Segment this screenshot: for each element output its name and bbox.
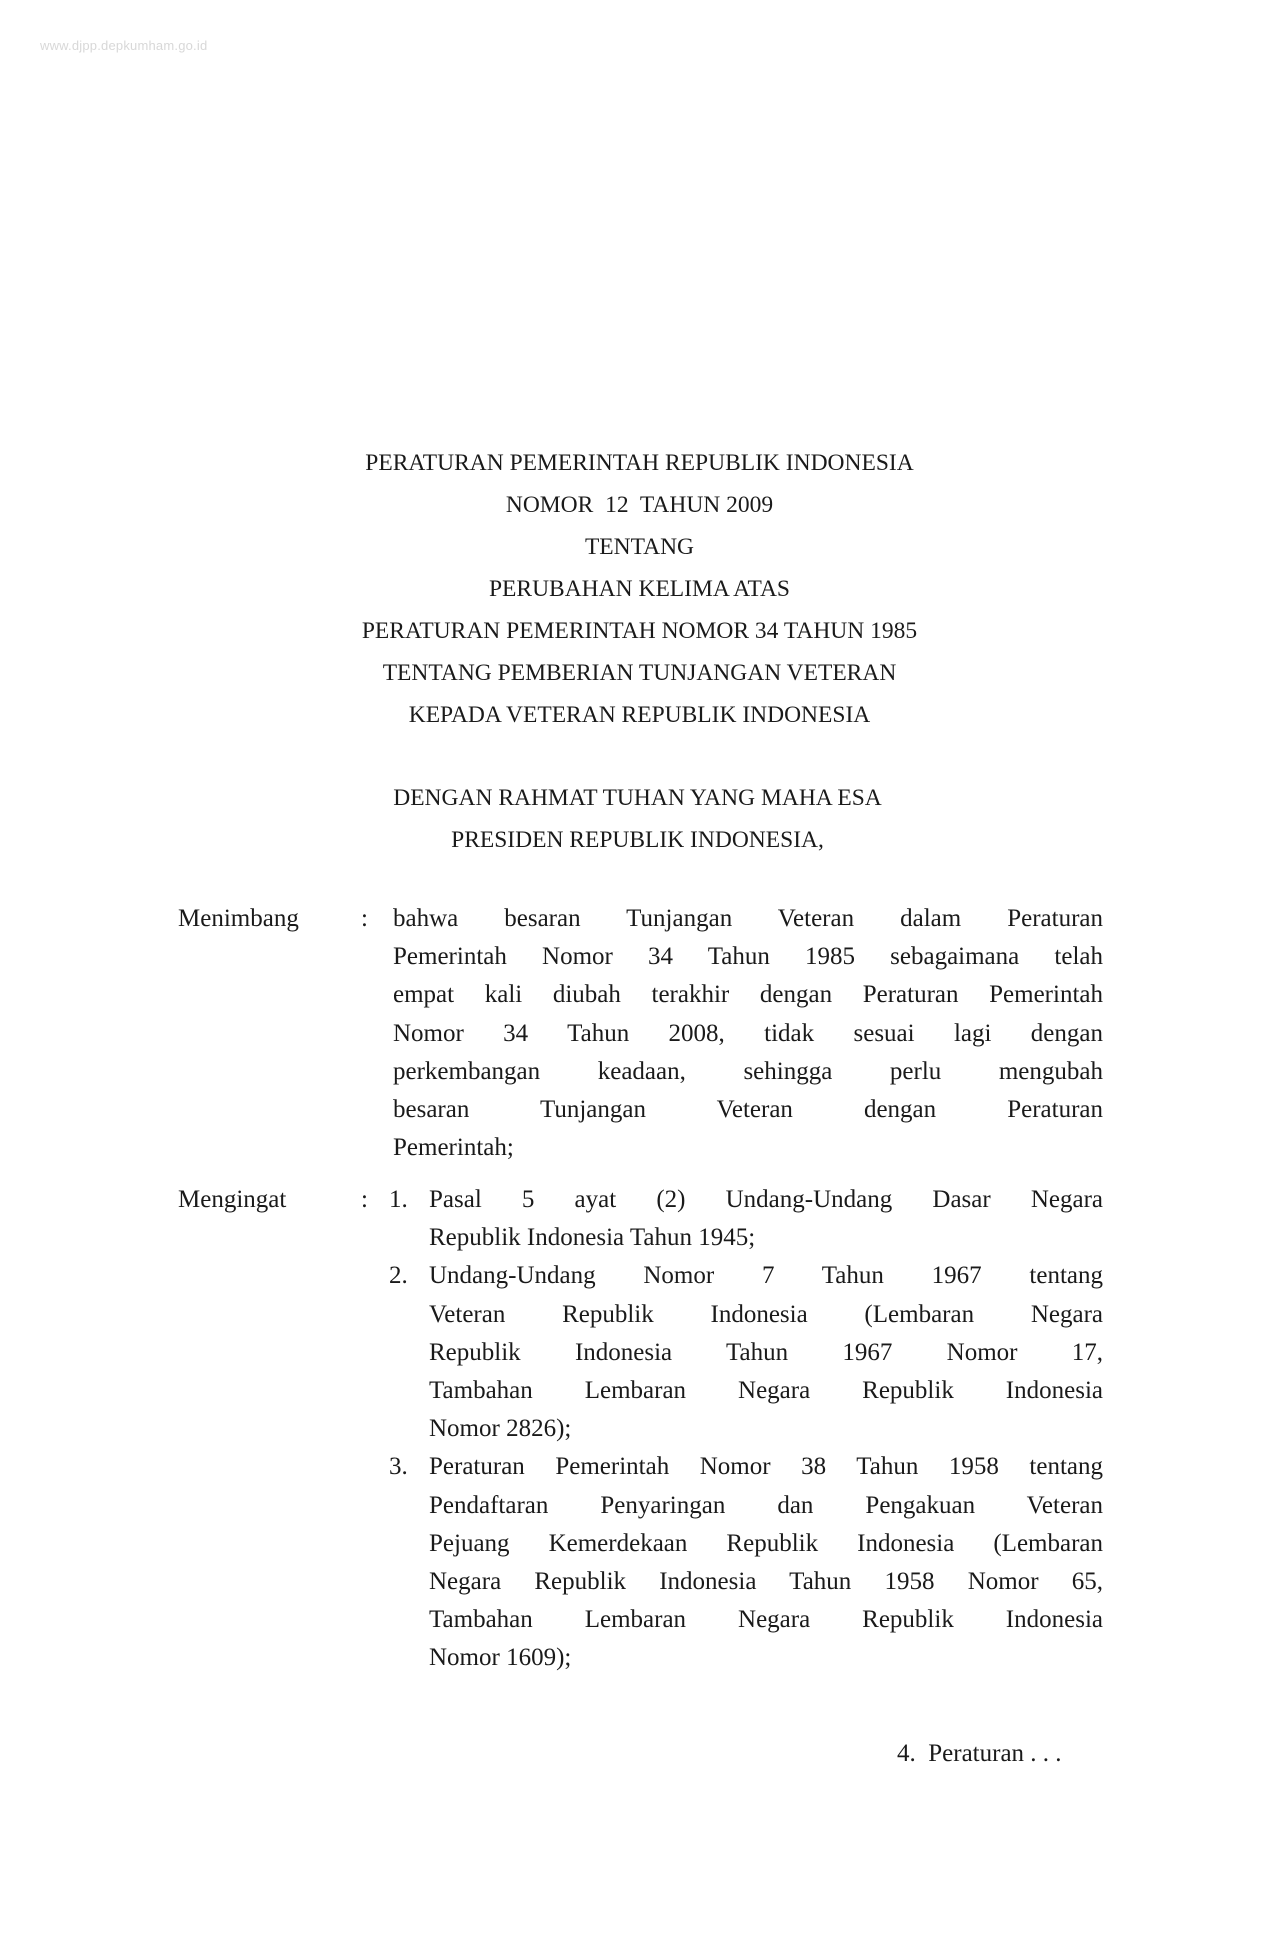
mengingat-colon: :	[361, 1186, 368, 1213]
title-line: KEPADA VETERAN REPUBLIK INDONESIA	[408, 702, 871, 728]
title-line: PERUBAHAN KELIMA ATAS	[488, 576, 791, 602]
title-line: PERATURAN PEMERINTAH NOMOR 34 TAHUN 1985	[361, 618, 918, 644]
text-line: perkembangan keadaan, sehingga perlu mengubah	[393, 1057, 1103, 1085]
text-line: besaran Tunjangan Veteran dengan Peraturan	[393, 1095, 1103, 1123]
text-line: Undang-Undang Nomor 7 Tahun 1967 tentang	[429, 1262, 1103, 1290]
text-line: Nomor 1609);	[429, 1644, 572, 1672]
mengingat-label: Mengingat	[178, 1186, 287, 1213]
menimbang-colon: :	[361, 905, 368, 932]
opening-formula	[0, 777, 1275, 861]
opening-line: DENGAN RAHMAT TUHAN YANG MAHA ESA	[393, 785, 882, 811]
title-line: PERATURAN PEMERINTAH REPUBLIK INDONESIA	[365, 450, 914, 476]
item-number: 2.	[389, 1262, 408, 1290]
item-number: 1.	[389, 1186, 408, 1213]
title-line: TENTANG	[584, 534, 695, 560]
text-line: bahwa besaran Tunjangan Veteran dalam Peraturan	[393, 905, 1103, 932]
opening-line: PRESIDEN REPUBLIK INDONESIA,	[451, 827, 824, 853]
text-line: Nomor 34 Tahun 2008, tidak sesuai lagi dengan	[393, 1019, 1103, 1047]
menimbang-text	[393, 900, 1103, 1167]
text-line: empat kali diubah terakhir dengan Peraturan Pemerintah	[393, 981, 1103, 1009]
text-line: Republik Indonesia Tahun 1967 Nomor 17,	[429, 1338, 1103, 1366]
text-line: Pendaftaran Penyaringan dan Pengakuan Veteran	[429, 1491, 1103, 1519]
text-line: Tambahan Lembaran Negara Republik Indonesia	[429, 1606, 1103, 1634]
menimbang-label: Menimbang	[178, 905, 299, 932]
text-line: Pemerintah Nomor 34 Tahun 1985 sebagaimana telah	[393, 943, 1103, 971]
item-text	[429, 1448, 1103, 1677]
text-line: Veteran Republik Indonesia (Lembaran Negara	[429, 1300, 1103, 1328]
regulation-title	[0, 442, 1275, 736]
text-line: Peraturan Pemerintah Nomor 38 Tahun 1958 tentang	[429, 1453, 1103, 1481]
text-line: Pejuang Kemerdekaan Republik Indonesia (Lembaran	[429, 1529, 1103, 1557]
watermark-url: www.djpp.depkumham.go.id	[40, 38, 208, 53]
text-line: Republik Indonesia Tahun 1945;	[429, 1224, 756, 1252]
item-text	[429, 1257, 1103, 1448]
page-continuation: 4. Peraturan . . .	[897, 1740, 1062, 1767]
text-line: Pemerintah;	[393, 1134, 514, 1162]
text-line: Pasal 5 ayat (2) Undang-Undang Dasar Negara	[429, 1186, 1103, 1213]
text-line: Nomor 2826);	[429, 1415, 572, 1443]
text-line: Negara Republik Indonesia Tahun 1958 Nomor 65,	[429, 1567, 1103, 1595]
item-number: 3.	[389, 1453, 408, 1481]
title-line: TENTANG PEMBERIAN TUNJANGAN VETERAN	[382, 660, 897, 686]
title-line: NOMOR 12 TAHUN 2009	[505, 492, 774, 518]
item-text	[429, 1181, 1103, 1257]
text-line: Tambahan Lembaran Negara Republik Indonesia	[429, 1376, 1103, 1404]
